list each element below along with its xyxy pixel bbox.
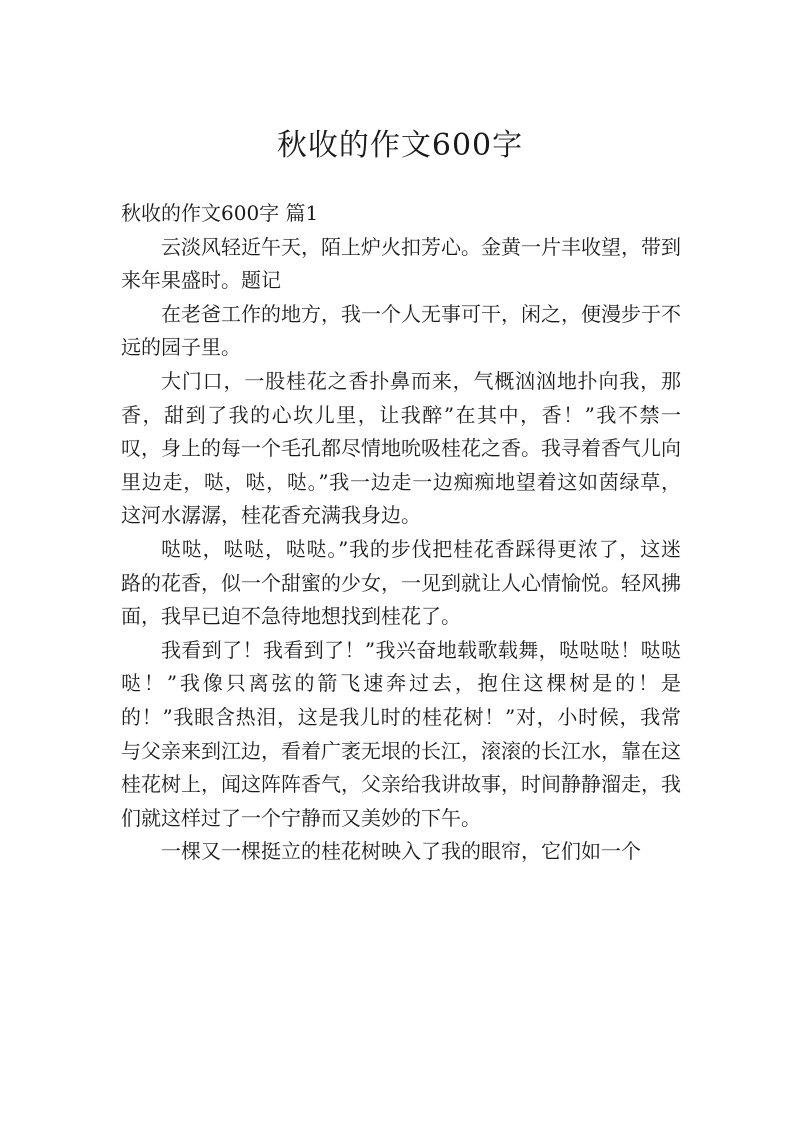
document-body [121, 197, 681, 869]
document-title: 秋收的作文600字 [276, 128, 524, 163]
paragraph-4: 我看到了！我看到了！”我兴奋地载歌载舞，哒哒哒！哒哒哒！”我像只离弦的箭飞速奔过去，抱住这棵树是的！是的！”我眼含热泪，这是我儿时的桂花树！”对，小时候，我常与父亲来到江边，看着广袤无垠的长江，滚滚的长江水，靠在这桂花树上，闻这阵阵香气，父亲给我讲故事，时间静静溜走，我们就这样过了一个宁静而又美妙的下午。 [121, 637, 681, 830]
paragraph-epigraph: 云淡风轻近午天，陌上炉火扣芳心。金黄一片丰收望，带到来年果盛时。题记 [121, 234, 681, 293]
paragraph-5: 一棵又一棵挺立的桂花树映入了我的眼帘，它们如一个 [161, 839, 641, 864]
paragraph-1: 在老爸工作的地方，我一个人无事可干，闲之，便漫步于不远的园子里。 [121, 301, 681, 360]
paragraph-3: 哒哒，哒哒，哒哒。”我的步伐把桂花香踩得更浓了，这迷路的花香，似一个甜蜜的少女，一见到就让人心情愉悦。轻风拂面，我早已迫不急待地想找到桂花了。 [121, 536, 681, 629]
paragraph-2: 大门口，一股桂花之香扑鼻而来，气概汹汹地扑向我，那香，甜到了我的心坎儿里，让我醉”在其中，香！”我不禁一叹，身上的每一个毛孔都尽情地吮吸桂花之香。我寻着香气儿向里边走，哒，哒，哒。”我一边走一边痴痴地望着这如茵绿草，这河水潺潺，桂花香充满我身边。 [121, 368, 681, 528]
section-heading: 秋收的作文600字 篇1 [121, 201, 319, 225]
